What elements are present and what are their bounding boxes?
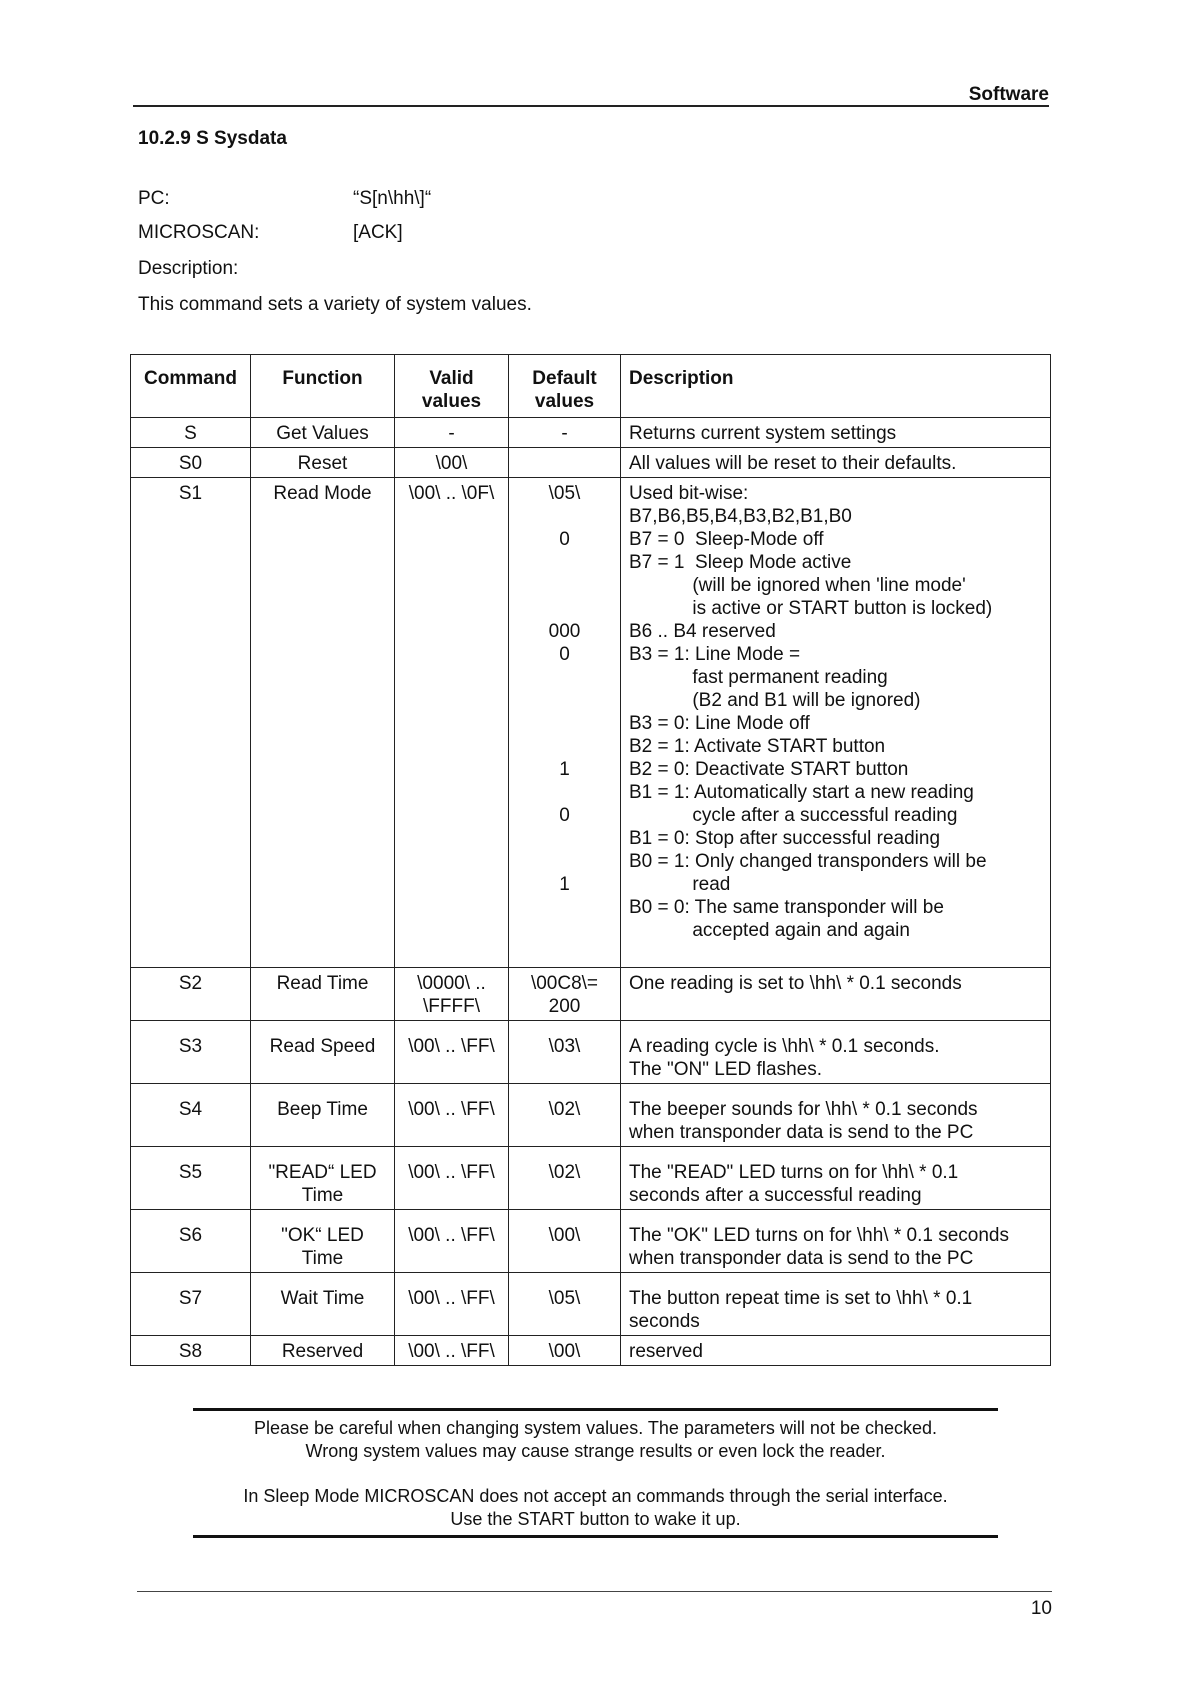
cell-description: reserved xyxy=(621,1336,1051,1366)
description-line: B3 = 0: Line Mode off xyxy=(629,713,810,734)
note-bottom-rule xyxy=(193,1535,998,1538)
cell-default xyxy=(509,448,621,478)
description-line: (will be ignored when 'line mode' xyxy=(629,575,966,596)
cell-description: Returns current system settings xyxy=(621,418,1051,448)
default-line xyxy=(517,689,612,712)
cell-command: S6 xyxy=(131,1210,251,1273)
cell-function: Reset xyxy=(251,448,395,478)
table-header-row xyxy=(131,355,1051,418)
cell-command: S2 xyxy=(131,968,251,1021)
description-line: cycle after a successful reading xyxy=(629,805,958,826)
table-row xyxy=(131,418,1051,448)
default-line xyxy=(517,666,612,689)
cell-function: "OK“ LED Time xyxy=(251,1210,395,1273)
header-default-values: Default values xyxy=(509,355,621,418)
default-line xyxy=(517,597,612,620)
note-line-1: Please be careful when changing system values. The parameters will not be checked. xyxy=(253,1418,938,1438)
description-text: This command sets a variety of system values. xyxy=(138,294,532,315)
description-line: B3 = 1: Line Mode = xyxy=(629,644,801,665)
description-line: B1 = 0: Stop after successful reading xyxy=(629,828,941,849)
cell-description: The "READ" LED turns on for \hh\ * 0.1 seconds after a successful reading xyxy=(621,1147,1051,1210)
description-line: B0 = 0: The same transponder will be xyxy=(629,897,944,918)
table-row xyxy=(131,448,1051,478)
default-line: 000 xyxy=(548,621,581,642)
default-line xyxy=(517,735,612,758)
cell-function: Read Mode xyxy=(251,478,395,968)
description-line: Used bit-wise: xyxy=(629,483,749,504)
cell-valid: \00\ .. \FF\ xyxy=(395,1084,509,1147)
cell-default: \00C8\= 200 xyxy=(509,968,621,1021)
cell-description: The button repeat time is set to \hh\ * 0.1 seconds xyxy=(621,1273,1051,1336)
description-line: B0 = 1: Only changed transponders will be xyxy=(629,851,987,872)
footer-rule xyxy=(137,1591,1052,1592)
default-line xyxy=(517,505,612,528)
cell-function: Get Values xyxy=(251,418,395,448)
cell-description xyxy=(621,478,1051,968)
cell-command: S8 xyxy=(131,1336,251,1366)
page-number: 10 xyxy=(1030,1598,1052,1619)
description-line: B7 = 0 Sleep-Mode off xyxy=(629,529,824,550)
cell-command: S4 xyxy=(131,1084,251,1147)
pc-value: “S[n\hh\]“ xyxy=(353,188,432,209)
description-line: B2 = 0: Deactivate START button xyxy=(629,759,909,780)
cell-command: S3 xyxy=(131,1021,251,1084)
cell-command: S5 xyxy=(131,1147,251,1210)
default-line xyxy=(517,919,612,942)
pc-label: PC: xyxy=(138,188,170,209)
table-row xyxy=(131,1210,1051,1273)
cell-function: Read Speed xyxy=(251,1021,395,1084)
cell-default: \00\ xyxy=(509,1210,621,1273)
default-line: 1 xyxy=(559,759,570,780)
description-line: is active or START button is locked) xyxy=(629,598,993,619)
default-line: \05\ xyxy=(548,483,581,504)
description-line: B7 = 1 Sleep Mode active xyxy=(629,552,852,573)
default-line: 0 xyxy=(559,529,570,550)
cell-valid: \00\ .. \FF\ xyxy=(395,1021,509,1084)
note-line-2: Wrong system values may cause strange results or even lock the reader. xyxy=(305,1441,886,1461)
cell-description: All values will be reset to their defaults. xyxy=(621,448,1051,478)
default-line xyxy=(517,942,612,965)
default-line: 0 xyxy=(559,644,570,665)
default-line xyxy=(517,781,612,804)
description-line: (B2 and B1 will be ignored) xyxy=(629,690,921,711)
microscan-value: [ACK] xyxy=(353,222,403,243)
header-valid-values: Valid values xyxy=(395,355,509,418)
cell-command: S xyxy=(131,418,251,448)
description-line: B2 = 1: Activate START button xyxy=(629,736,886,757)
description-line: B6 .. B4 reserved xyxy=(629,621,776,642)
table-row xyxy=(131,1273,1051,1336)
table-row xyxy=(131,1336,1051,1366)
table-row xyxy=(131,1021,1051,1084)
cell-valid: \00\ .. \0F\ xyxy=(395,478,509,968)
cell-default: \05\ xyxy=(509,1273,621,1336)
cell-valid: \00\ .. \FF\ xyxy=(395,1210,509,1273)
cell-description: The "OK" LED turns on for \hh\ * 0.1 seconds when transponder data is send to the PC xyxy=(621,1210,1051,1273)
default-line: 1 xyxy=(559,874,570,895)
cell-valid: \0000\ .. \FFFF\ xyxy=(395,968,509,1021)
sysdata-table xyxy=(130,354,1051,1366)
note-top-rule xyxy=(193,1408,998,1411)
section-title: 10.2.9 S Sysdata xyxy=(138,128,287,149)
running-header: Software xyxy=(968,84,1049,105)
cell-function: Reserved xyxy=(251,1336,395,1366)
description-line: B7,B6,B5,B4,B3,B2,B1,B0 xyxy=(629,506,852,527)
table-row xyxy=(131,968,1051,1021)
table-row xyxy=(131,1147,1051,1210)
table-row xyxy=(131,478,1051,968)
default-line xyxy=(517,574,612,597)
cell-command: S0 xyxy=(131,448,251,478)
cell-default: - xyxy=(509,418,621,448)
header-rule xyxy=(133,105,1049,107)
description-line: B1 = 1: Automatically start a new reading xyxy=(629,782,974,803)
cell-command: S7 xyxy=(131,1273,251,1336)
cell-default: \03\ xyxy=(509,1021,621,1084)
default-line xyxy=(517,896,612,919)
cell-default: \02\ xyxy=(509,1147,621,1210)
cell-default xyxy=(509,478,621,968)
header-description: Description xyxy=(621,355,1051,418)
table-row xyxy=(131,1084,1051,1147)
note-line-3: In Sleep Mode MICROSCAN does not accept an commands through the serial interface. xyxy=(243,1486,948,1506)
cell-command: S1 xyxy=(131,478,251,968)
cell-valid: \00\ .. \FF\ xyxy=(395,1336,509,1366)
default-line xyxy=(517,712,612,735)
default-line xyxy=(517,827,612,850)
header-command: Command xyxy=(131,355,251,418)
description-label: Description: xyxy=(138,258,239,279)
default-line: 0 xyxy=(559,805,570,826)
cell-default: \00\ xyxy=(509,1336,621,1366)
cell-valid: \00\ .. \FF\ xyxy=(395,1147,509,1210)
cell-valid: \00\ .. \FF\ xyxy=(395,1273,509,1336)
note-line-4: Use the START button to wake it up. xyxy=(450,1509,741,1529)
microscan-label: MICROSCAN: xyxy=(138,222,260,243)
cell-description: A reading cycle is \hh\ * 0.1 seconds. The "ON" LED flashes. xyxy=(621,1021,1051,1084)
default-line xyxy=(517,551,612,574)
default-line xyxy=(517,850,612,873)
cell-function: "READ“ LED Time xyxy=(251,1147,395,1210)
header-function: Function xyxy=(251,355,395,418)
cell-valid: \00\ xyxy=(395,448,509,478)
cell-description: The beeper sounds for \hh\ * 0.1 seconds when transponder data is send to the PC xyxy=(621,1084,1051,1147)
cell-function: Wait Time xyxy=(251,1273,395,1336)
cell-description: One reading is set to \hh\ * 0.1 seconds xyxy=(621,968,1051,1021)
cell-default: \02\ xyxy=(509,1084,621,1147)
cell-function: Read Time xyxy=(251,968,395,1021)
description-line: read xyxy=(629,874,731,895)
cell-valid: - xyxy=(395,418,509,448)
description-line: fast permanent reading xyxy=(629,667,888,688)
description-line: accepted again and again xyxy=(629,920,910,941)
cell-function: Beep Time xyxy=(251,1084,395,1147)
